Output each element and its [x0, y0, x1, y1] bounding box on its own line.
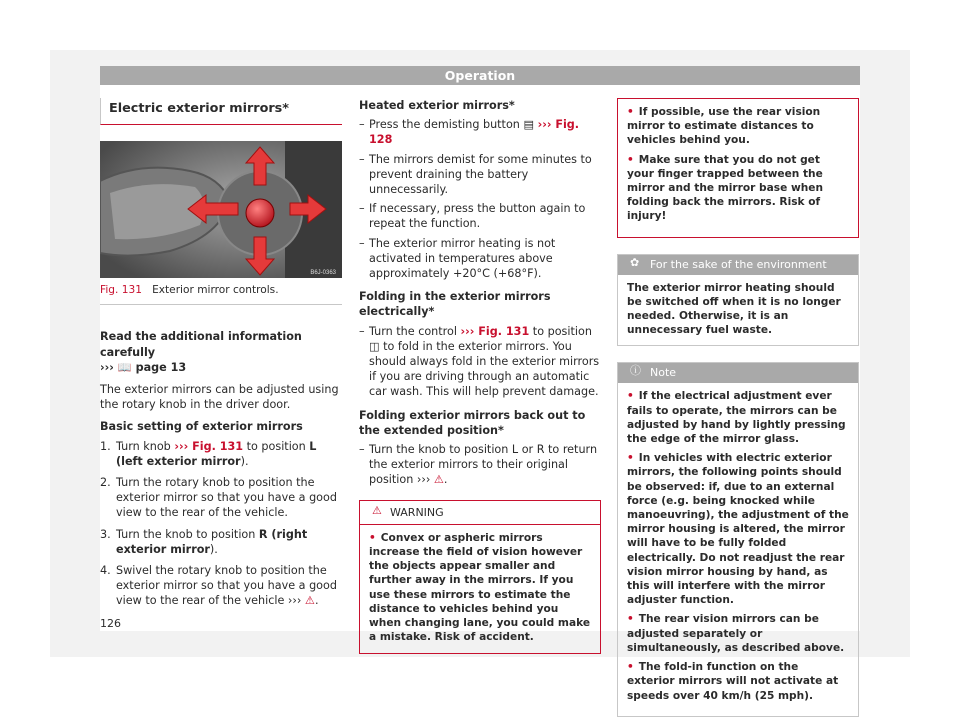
figure-link[interactable]: ››› Fig. 128: [369, 118, 580, 147]
steps-list: [100, 439, 342, 609]
environment-text: The exterior mirror heating should be switched off when it is no longer needed. Otherwise, it is an unnecessary fuel waste.: [627, 281, 841, 337]
list-item: – The mirrors demist for some minutes to prevent draining the battery unnecessarily.: [359, 152, 601, 198]
folding-list: [359, 324, 601, 400]
list-item: 2. Turn the rotary knob to position the exterior mirror so that you have a good view to the rear of the vehicle.: [100, 476, 337, 520]
list-item: • The rear vision mirrors can be adjusted separately or simultaneously, as described above.: [627, 613, 845, 654]
book-icon: 📖: [117, 360, 132, 374]
note-box: [617, 362, 859, 716]
warning-icon: ⚠: [433, 473, 444, 487]
list-item: 4. Swivel the rotary knob to position the exterior mirror so that you have a good view to the rear of the vehicle ››› ⚠.: [100, 564, 337, 608]
chapter-header: Operation: [100, 66, 860, 85]
page-link[interactable]: page 13: [135, 360, 187, 374]
basic-setting-title: Basic setting of exterior mirrors: [100, 420, 303, 434]
list-item: • Make sure that you do not get your finger trapped between the mirror and the mirror base when folding back the mirrors. Risk of injury!: [627, 153, 824, 223]
folding-out-title: Folding exterior mirrors back out to the extended position*: [359, 408, 586, 437]
warning-header: ⚠ WARNING: [360, 501, 600, 525]
list-item: – The exterior mirror heating is not activated in temperatures above approximately +20°C (+68°F).: [359, 236, 601, 282]
figure-caption-text: Exterior mirror controls.: [152, 284, 279, 297]
column-1: [100, 98, 342, 615]
list-item: – Turn the knob to position L or R to return the exterior mirrors to their original position ››› ⚠.: [359, 442, 601, 488]
folding-title: Folding in the exterior mirrors electrically*: [359, 290, 551, 319]
heated-list: [359, 117, 601, 281]
figure-caption: [100, 283, 342, 305]
list-item: – If necessary, press the button again to repeat the function.: [359, 201, 601, 231]
warning-box: ⚠ WARNING • Convex or aspheric mirrors increase the field of vision however the objects appear smaller and further away in the mirrors. If you use these mirrors to estimate the distance to vehicles behind you when changing lane, you could make a mistake. Risk of accident.: [359, 500, 601, 654]
warning-text: Convex or aspheric mirrors increase the field of vision however the objects appear smaller and further away in the mirrors. If you use these mirrors to estimate the distance to vehicles behind you when changing lane, you could make a mistake. Risk of accident.: [369, 531, 591, 644]
info-icon: ⓘ: [630, 364, 641, 378]
column-2: [359, 98, 601, 654]
environment-icon: ✿: [630, 255, 640, 269]
fold-icon: ◫: [369, 339, 380, 353]
list-item: 3. Turn the knob to position R (right exterior mirror).: [100, 527, 308, 556]
heated-title: Heated exterior mirrors*: [359, 99, 515, 112]
column-3: [617, 98, 859, 717]
intro-text: The exterior mirrors can be adjusted using the rotary knob in the driver door.: [100, 383, 339, 412]
warning-icon: ⚠: [304, 594, 315, 608]
list-item: • If possible, use the rear vision mirror to estimate distances to vehicles behind you.: [627, 106, 821, 147]
section-title: Electric exterior mirrors*: [100, 98, 342, 125]
folding-out-list: [359, 442, 601, 488]
list-item: • In vehicles with electric exterior mirrors, the following points should be observed: if, due to an external force (e.g. being knocked while manoeuvring), the adjustment of the mirror housing is altered, the mirror will have to be fully folded electrically. Do not readjust the rear vision mirror housing by hand, as this will interfere with the mirror adjuster function.: [627, 452, 849, 607]
warning-icon: ⚠: [372, 503, 382, 517]
figure-label: Fig. 131: [100, 284, 142, 297]
demist-icon: ▤: [523, 118, 535, 132]
environment-box: [617, 254, 859, 347]
warning-continued-box: [617, 98, 859, 238]
list-item: 1. Turn knob ››› Fig. 131 to position L (left exterior mirror).: [100, 439, 317, 468]
mirror-controls-illustration: [100, 141, 342, 278]
figure-link[interactable]: ››› Fig. 131: [174, 439, 244, 453]
environment-header: ✿ For the sake of the environment: [618, 255, 858, 275]
list-item: • The fold-in function on the exterior mirrors will not activate at speeds over 40 km/h (25 mph).: [627, 661, 839, 702]
list-item: – Press the demisting button ▤ ››› Fig. 128: [359, 117, 601, 147]
note-header: ⓘ Note: [618, 363, 858, 383]
figure-link[interactable]: ››› Fig. 131: [460, 324, 530, 338]
list-item: • If the electrical adjustment ever fails to operate, the mirrors can be adjusted by hand by lightly pressing the edge of the mirror glass.: [627, 390, 846, 446]
figure-code: B6J-0363: [310, 270, 336, 277]
read-more: Read the additional information carefully ››› 📖 page 13: [100, 330, 302, 374]
list-item: – Turn the control ››› Fig. 131 to position ◫ to fold in the exterior mirrors. You should always fold in the exterior mirrors if you are driving through an automatic car wash. This will help prevent damage.: [359, 324, 601, 400]
figure-mirror-controls: [100, 141, 342, 278]
page-number: 126: [100, 617, 121, 630]
